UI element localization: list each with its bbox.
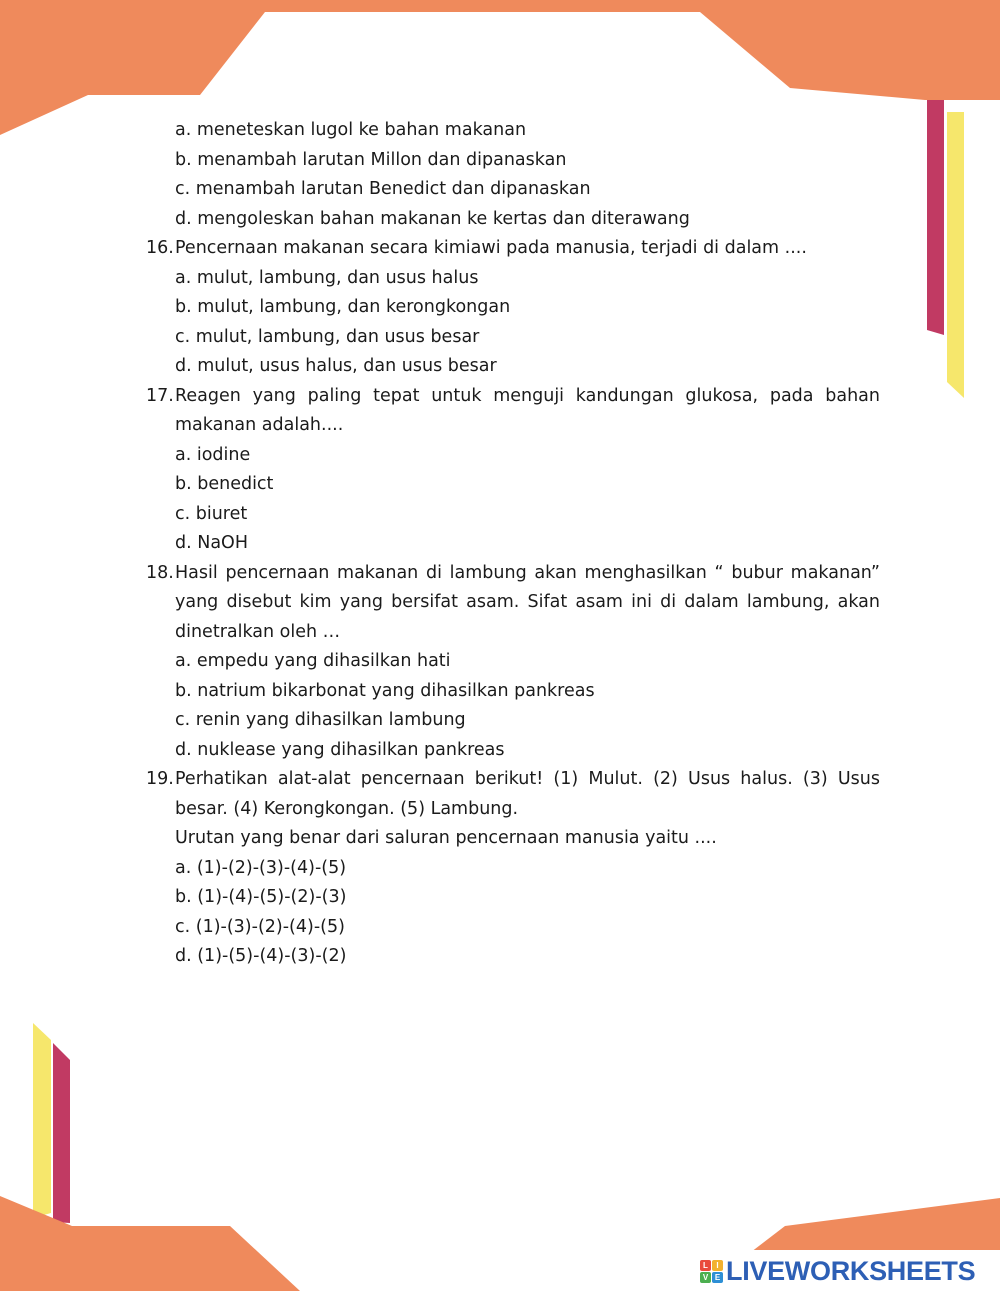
option[interactable]: b. mulut, lambung, dan kerongkongan — [175, 297, 511, 317]
question-17 — [146, 382, 880, 559]
option[interactable]: b. menambah larutan Millon dan dipanaskan — [175, 149, 567, 170]
worksheet-content — [146, 116, 880, 972]
question-16 — [146, 234, 880, 382]
question-stem — [146, 382, 880, 441]
option[interactable]: d. NaOH — [175, 533, 248, 553]
right-crimson-stripe — [927, 100, 944, 335]
option[interactable]: a. meneteskan lugol ke bahan makanan — [175, 120, 527, 140]
logo-text: LIVEWORKSHEETS — [726, 1255, 976, 1286]
liveworksheets-logo[interactable] — [700, 1257, 975, 1285]
question-text: Hasil pencernaan makanan di lambung akan menghasilkan “ bubur makanan” yang disebut kim yang bersifat asam. Sifat asam ini di dalam lambung, akan dinetralkan oleh … — [175, 562, 880, 642]
question-15-options — [146, 116, 880, 234]
question-text: Reagen yang paling tepat untuk menguji kandungan glukosa, pada bahan makanan adalah.... — [175, 385, 880, 435]
option[interactable]: a. empedu yang dihasilkan hati — [175, 651, 451, 671]
question-number: 19. — [146, 769, 174, 789]
right-yellow-stripe — [947, 112, 964, 398]
question-19 — [146, 765, 880, 972]
option[interactable]: c. mulut, lambung, dan usus besar — [175, 326, 480, 347]
question-number: 17. — [146, 385, 174, 406]
left-yellow-stripe — [33, 1023, 51, 1218]
option[interactable]: a. mulut, lambung, dan usus halus — [175, 267, 479, 288]
question-subtext: Urutan yang benar dari saluran pencernaan manusia yaitu .... — [175, 828, 717, 848]
option[interactable]: c. menambah larutan Benedict dan dipanaskan — [175, 179, 591, 199]
logo-mark-icon: L I V E — [700, 1260, 723, 1283]
question-18 — [146, 559, 880, 766]
question-text: Pencernaan makanan secara kimiawi pada manusia, terjadi di dalam .... — [175, 238, 807, 258]
option[interactable]: c. biuret — [175, 503, 248, 524]
option[interactable]: d. mengoleskan bahan makanan ke kertas dan diterawang — [175, 208, 690, 229]
option[interactable]: b. natrium bikarbonat yang dihasilkan pankreas — [175, 680, 595, 701]
question-stem — [146, 559, 880, 648]
question-stem — [146, 765, 880, 824]
option[interactable]: a. iodine — [175, 444, 251, 465]
option[interactable]: d. mulut, usus halus, dan usus besar — [175, 356, 497, 376]
option[interactable]: b. benedict — [175, 474, 274, 494]
option[interactable]: c. renin yang dihasilkan lambung — [175, 710, 466, 730]
question-stem — [146, 234, 880, 264]
question-text: Perhatikan alat-alat pencernaan berikut! (1) Mulut. (2) Usus halus. (3) Usus besar. (4) Kerongkongan. (5) Lambung. — [175, 769, 880, 819]
question-number: 18. — [146, 562, 174, 583]
left-crimson-stripe — [53, 1043, 70, 1223]
option[interactable]: a. (1)-(2)-(3)-(4)-(5) — [175, 857, 347, 878]
option[interactable]: c. (1)-(3)-(2)-(4)-(5) — [175, 916, 345, 937]
option[interactable]: b. (1)-(4)-(5)-(2)-(3) — [175, 887, 347, 907]
option[interactable]: d. (1)-(5)-(4)-(3)-(2) — [175, 946, 347, 966]
question-number: 16. — [146, 238, 174, 258]
option[interactable]: d. nuklease yang dihasilkan pankreas — [175, 739, 505, 760]
